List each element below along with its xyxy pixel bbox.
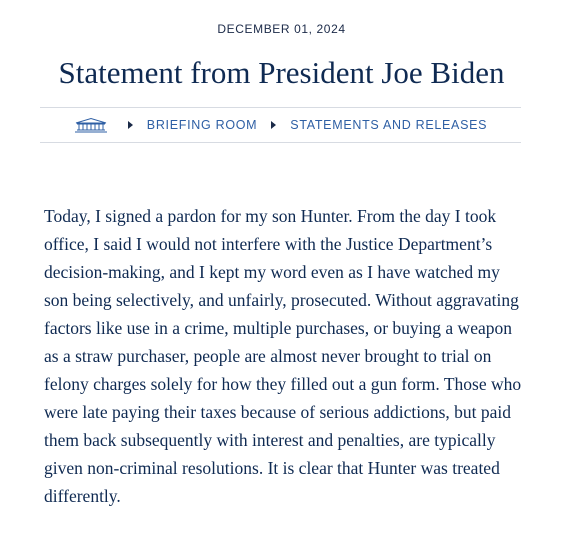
statement-paragraph: Today, I signed a pardon for my son Hunter. From the day I took office, I said I would not interfere with the Justice Department’s decision-making, and I kept my word even as I have watched my son being selectively, and unfairly, prosecuted. Without aggravating factors like use in a crime, multiple purchases, or buying a weapon as a straw purchaser, people are almost never brought to trial on felony charges solely for how they filled out a gun form. Those who were late paying their taxes because of serious addictions, but paid them back subsequently with interest and penalties, are typically given non-criminal resolutions. It is clear that Hunter was treated differently. [44,206,522,506]
page-title: Statement from President Joe Biden [58,55,505,90]
white-house-icon[interactable] [74,117,108,133]
breadcrumb-statements-and-releases[interactable]: STATEMENTS AND RELEASES [290,118,488,132]
article-date: DECEMBER 01, 2024 [217,22,346,36]
breadcrumb-briefing-room[interactable]: BRIEFING ROOM [146,118,258,132]
chevron-right-icon [128,121,133,129]
chevron-right-icon [271,121,276,129]
breadcrumb [40,107,521,143]
